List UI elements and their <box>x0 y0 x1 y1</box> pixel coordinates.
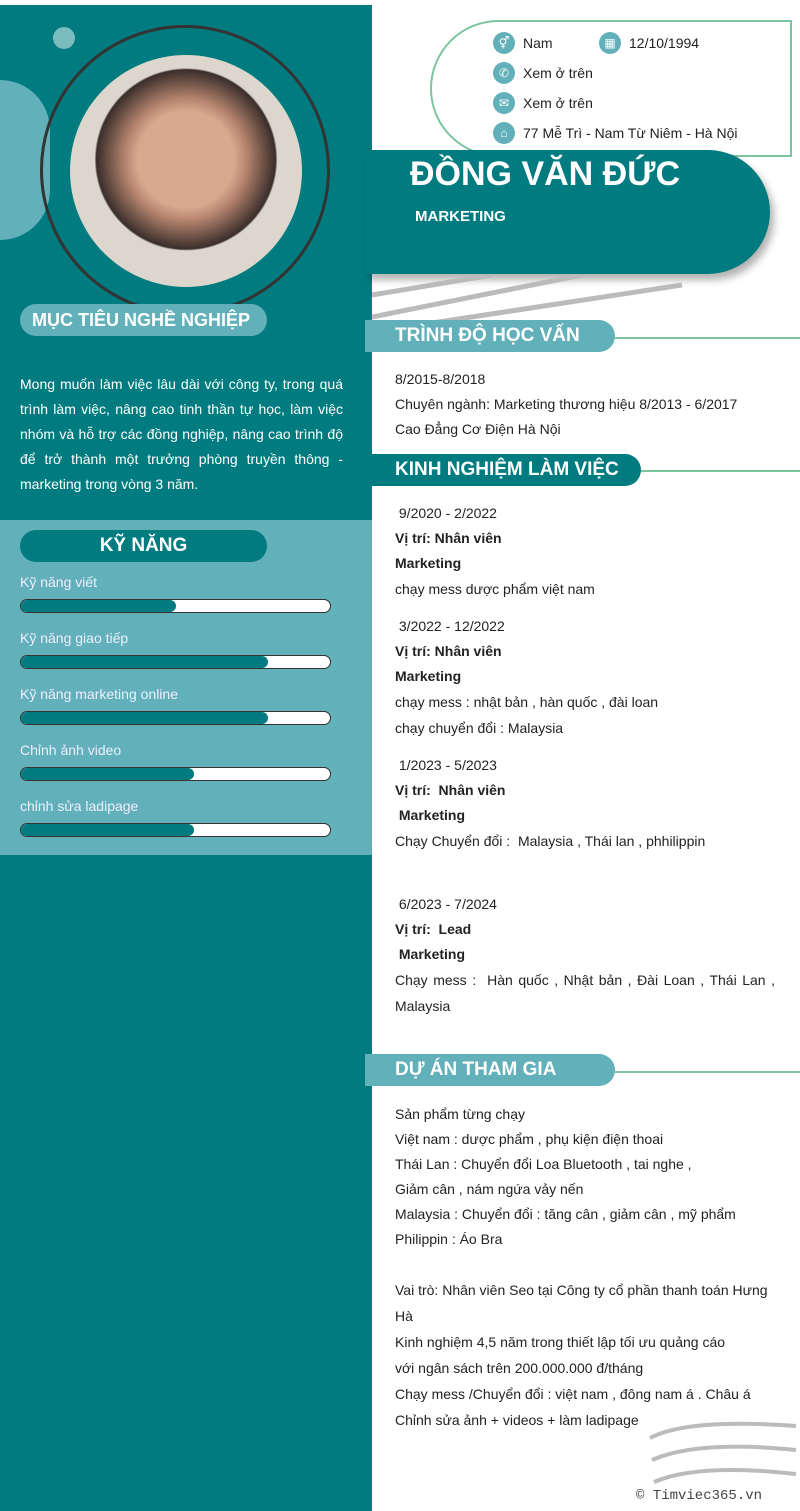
job-description: Chạy mess : Hàn quốc , Nhật bản , Đài Loan , Thái Lan , Malaysia <box>395 972 779 1014</box>
gender-icon: ⚥ <box>493 32 515 54</box>
job-description: Chạy Chuyển đổi : Malaysia , Thái lan , phhilippin <box>395 833 706 849</box>
job-entry <box>395 501 775 602</box>
avatar <box>70 55 302 287</box>
decor-dot <box>53 27 75 49</box>
education-heading: TRÌNH ĐỘ HỌC VẤN <box>365 320 615 352</box>
skill-bar <box>20 767 331 781</box>
job-period: 1/2023 - 5/2023 <box>395 757 497 773</box>
job-position: Vị trí: Nhân viên <box>395 782 506 798</box>
project-line: Malaysia : Chuyển đổi : tăng cân , giảm cân , mỹ phẩm <box>395 1206 736 1222</box>
experience-list <box>395 501 779 1031</box>
job-department: Marketing <box>395 555 462 571</box>
education-line: Chuyên ngành: Marketing thương hiệu 8/2013 - 6/2017 <box>395 396 738 412</box>
birthday <box>599 32 699 54</box>
job-entry <box>395 892 779 1019</box>
job-department: Marketing <box>395 807 466 823</box>
objective-heading: MỤC TIÊU NGHỀ NGHIỆP <box>20 304 267 336</box>
project-line: Việt nam : dược phẩm , phụ kiện điện thoai <box>395 1131 664 1147</box>
birthday-value: 12/10/1994 <box>629 35 700 51</box>
project-line: Vai trò: Nhân viên Seo tại Công ty cổ phần thanh toán Hưng Hà <box>395 1282 768 1324</box>
job-period: 9/2020 - 2/2022 <box>395 505 497 521</box>
skill-label: Chỉnh ảnh video <box>20 742 122 758</box>
wave-decor <box>648 1418 798 1488</box>
job-description: chạy mess : nhật bản , hàn quốc , đài loan <box>395 694 659 710</box>
skill-bar <box>20 655 331 669</box>
address <box>493 122 737 144</box>
home-icon: ⌂ <box>493 122 515 144</box>
address-value: 77 Mễ Trì - Nam Từ Niêm - Hà Nội <box>523 125 738 141</box>
skill-bar-fill <box>21 712 268 724</box>
job-entry <box>395 753 775 854</box>
objective-text: Mong muốn làm việc lâu dài với công ty, trong quá trình làm việc, nâng cao tinh thần tự học, làm việc nhóm và hỗ trợ các đồng nghiệp, nâng cao trình độ để trở thành một trưởng phòng truyền thông - marketing trong vòng 3 năm. <box>20 376 343 492</box>
phone-value: Xem ở trên <box>523 65 593 81</box>
skill-bar <box>20 711 331 725</box>
job-period: 6/2023 - 7/2024 <box>395 896 497 912</box>
project-line: Kinh nghiệm 4,5 năm trong thiết lập tối ưu quảng cáo <box>395 1334 726 1350</box>
project-line: Thái Lan : Chuyển đổi Loa Bluetooth , tai nghe , <box>395 1156 692 1172</box>
project-line: Chạy mess /Chuyển đổi : việt nam , đông nam á . Châu á <box>395 1386 751 1402</box>
skill-bar <box>20 823 331 837</box>
gender-value: Nam <box>523 35 553 51</box>
email <box>493 92 593 114</box>
skill-label: Kỹ năng giao tiếp <box>20 630 129 646</box>
job-position: Vị trí: Nhân viên <box>395 530 502 546</box>
job-description: chạy mess dược phẩm việt nam <box>395 581 595 597</box>
job-department: Marketing <box>395 946 466 962</box>
experience-heading: KINH NGHIỆM LÀM VIỆC <box>365 454 641 486</box>
project-line: Philippin : Áo Bra <box>395 1231 503 1247</box>
calendar-icon: ▦ <box>599 32 621 54</box>
skill-label: Kỹ năng marketing online <box>20 686 178 702</box>
project-line <box>395 1252 775 1277</box>
job-department: Marketing <box>395 668 462 684</box>
watermark: © Timviec365.vn <box>636 1488 763 1504</box>
email-value: Xem ở trên <box>523 95 593 111</box>
job-position: Vị trí: Nhân viên <box>395 643 502 659</box>
full-name: ĐỒNG VĂN ĐỨC <box>410 155 680 193</box>
job-period: 3/2022 - 12/2022 <box>395 618 505 634</box>
education-list <box>395 367 775 442</box>
job-entry <box>395 614 775 741</box>
education-line: Cao Đẳng Cơ Điện Hà Nội <box>395 421 561 437</box>
projects-heading: DỰ ÁN THAM GIA <box>365 1054 615 1086</box>
divider <box>641 470 800 472</box>
skill-bar-fill <box>21 600 176 612</box>
skill-bar-fill <box>21 768 194 780</box>
projects-list <box>395 1102 775 1433</box>
education-line: 8/2015-8/2018 <box>395 371 486 387</box>
skills-heading: KỸ NĂNG <box>20 530 267 562</box>
skill-label: chỉnh sửa ladipage <box>20 798 139 814</box>
job-position: Vị trí: Lead <box>395 921 472 937</box>
phone-icon: ✆ <box>493 62 515 84</box>
envelope-icon: ✉ <box>493 92 515 114</box>
skill-bar-fill <box>21 656 268 668</box>
job-title: MARKETING <box>415 208 506 225</box>
job-description: chạy chuyển đổi : Malaysia <box>395 720 564 736</box>
divider <box>615 1071 800 1073</box>
project-line: với ngân sách trên 200.000.000 đ/tháng <box>395 1360 644 1376</box>
skill-bar-fill <box>21 824 194 836</box>
project-line: Chỉnh sửa ảnh + videos + làm ladipage <box>395 1412 639 1428</box>
brush-strokes <box>372 275 692 325</box>
phone <box>493 62 593 84</box>
project-line: Sản phẩm từng chạy <box>395 1106 526 1122</box>
skill-bar <box>20 599 331 613</box>
skill-label: Kỹ năng viết <box>20 574 98 590</box>
divider <box>615 337 800 339</box>
gender <box>493 32 553 54</box>
project-line: Giảm cân , nám ngứa vảy nến <box>395 1181 584 1197</box>
